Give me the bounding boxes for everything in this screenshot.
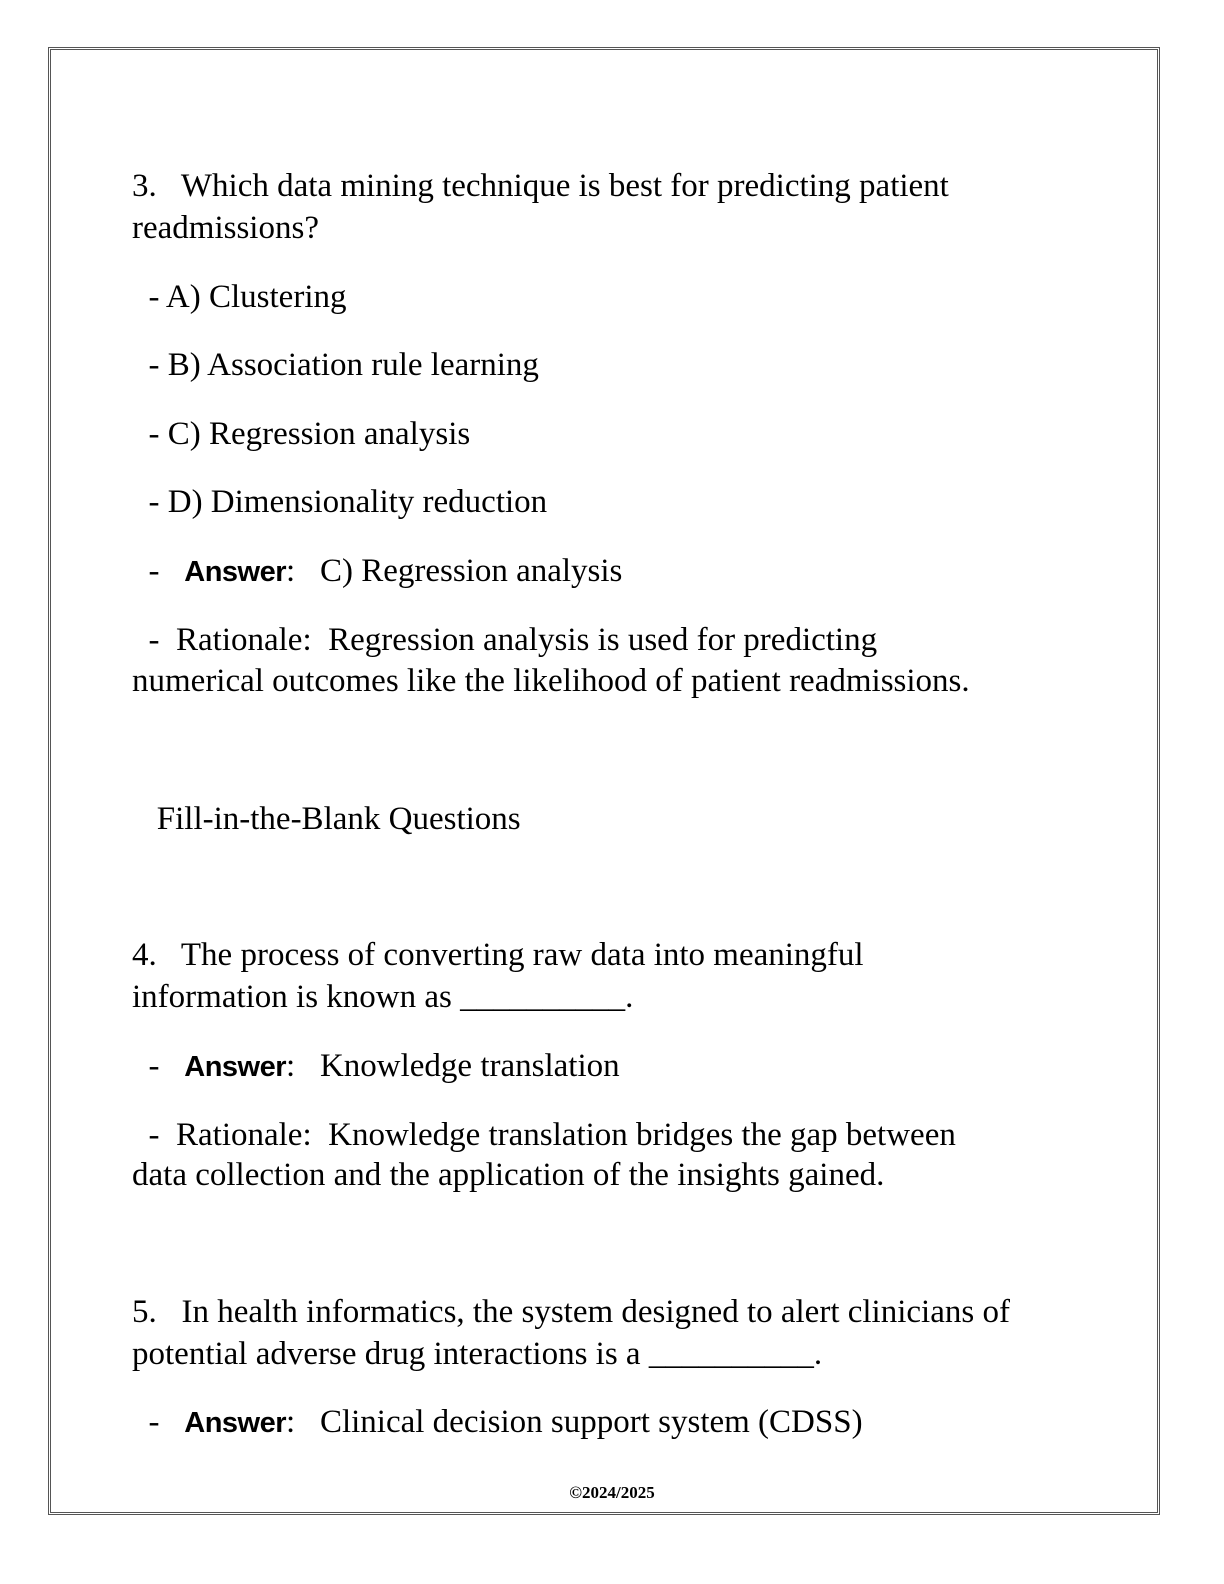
question-3-answer [132, 551, 622, 593]
answer-separator: : [286, 1404, 320, 1440]
answer-value: C) Regression analysis [319, 553, 623, 589]
answer-value: Knowledge translation [319, 1048, 620, 1084]
question-4-stem-cont: information is known as __________. [132, 979, 634, 1015]
question-4-stem: 4. The process of converting raw data into meaningful [132, 937, 864, 973]
question-4-rationale: - Rationale: Knowledge translation bridges the gap between [132, 1117, 956, 1153]
answer-value: Clinical decision support system (CDSS) [319, 1404, 863, 1440]
question-3-rationale-cont: numerical outcomes like the likelihood of patient readmissions. [132, 663, 970, 699]
section-heading: Fill-in-the-Blank Questions [132, 801, 521, 837]
question-3-stem-cont: readmissions? [132, 210, 319, 246]
answer-label: Answer [184, 1407, 287, 1439]
question-3-option-d: - D) Dimensionality reduction [132, 484, 548, 520]
answer-prefix: - [132, 1404, 185, 1440]
question-4-rationale-cont: data collection and the application of the insights gained. [132, 1157, 885, 1193]
answer-prefix: - [132, 553, 185, 589]
question-3-option-a: - A) Clustering [132, 279, 347, 315]
question-3-rationale: - Rationale: Regression analysis is used for predicting [132, 622, 878, 658]
copyright-footer: ©2024/2025 [569, 1483, 655, 1502]
question-3-stem: 3. Which data mining technique is best for predicting patient [132, 168, 949, 204]
answer-label: Answer [184, 1051, 287, 1083]
answer-separator: : [286, 553, 320, 589]
question-5-stem-cont: potential adverse drug interactions is a __________. [132, 1336, 823, 1372]
answer-separator: : [286, 1048, 320, 1084]
answer-prefix: - [132, 1048, 185, 1084]
question-3-option-b: - B) Association rule learning [132, 347, 539, 383]
question-5-stem: 5. In health informatics, the system designed to alert clinicians of [132, 1294, 1010, 1330]
question-4-answer [132, 1046, 620, 1088]
question-5-answer [132, 1402, 863, 1444]
question-3-option-c: - C) Regression analysis [132, 416, 471, 452]
answer-label: Answer [184, 556, 287, 588]
